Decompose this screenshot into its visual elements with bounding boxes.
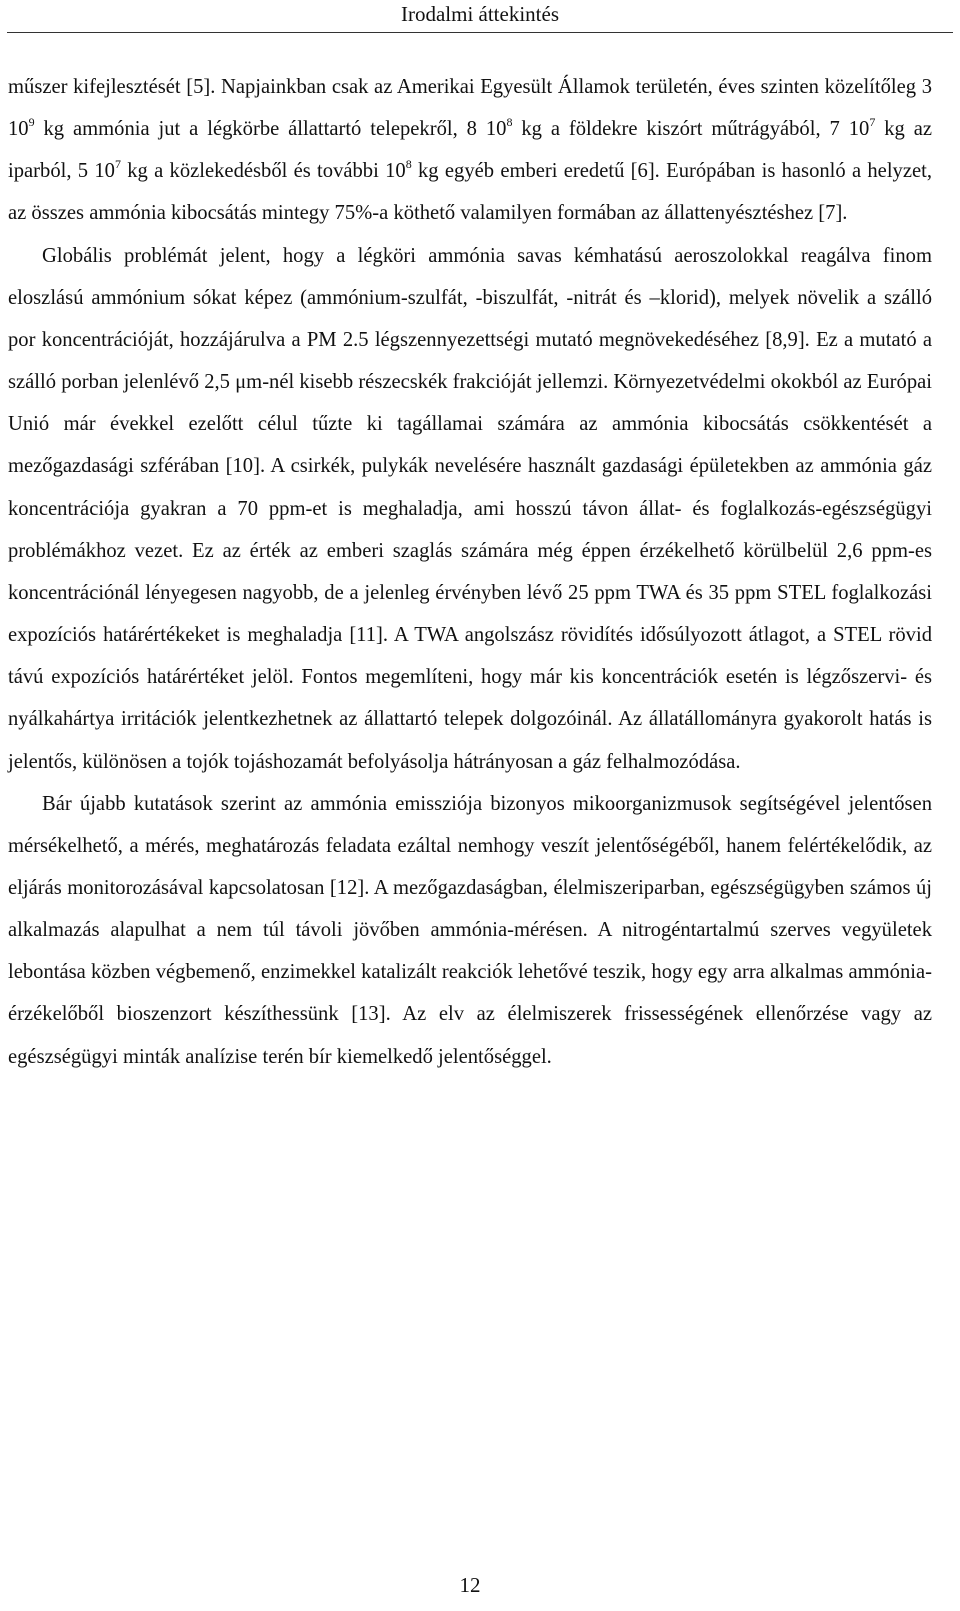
text-run: 10 (839, 118, 870, 141)
exponent: 9 (28, 115, 35, 130)
page-number (0, 1572, 940, 1598)
exponent: 7 (869, 115, 876, 130)
text-run: kg a földekre kiszórt műtrágyából, 7 (512, 118, 840, 141)
text-run: műszer kifejlesztését [5]. Napjainkban csak az Amerikai Egyesült Államok területén, éves szinten közelítőleg 3 (8, 76, 932, 98)
text-run: Bár újabb kutatások szerint az ammónia emissziója bizonyos mikoorganizmusok segítségével jelentősen mérsékelhető, a mérés, meghatározás feladata ezáltal nemhogy veszít jelentőségéből, hanem felértékelődik, az eljárás monitorozásával kapcsolatosan [12]. A mezőgazdaságban, élelmiszeriparban, egészségügyben számos új alkalmazás alapulhat a nem túl távoli jövőben ammónia-mérésen. A nitrogéntartalmú szerves vegyületek lebontása közben végbemenő, enzimekkel katalizált reakciók lehetővé teszik, hogy egy arra alkalmas ammónia-érzékelőből bioszenzort készíthessünk [13]. Az elv az élelmiszerek frissességének ellenőrzése vagy az egészségügyi minták analízise terén bír kiemelkedő jelentőséggel. (8, 792, 932, 1068)
paragraph-3 (8, 783, 932, 1078)
text-run: 10 (8, 118, 29, 141)
text-run: kg az iparból, 5 (8, 118, 932, 183)
exponent: 7 (114, 157, 121, 172)
text-run: kg ammónia jut a légkörbe állattartó telepekről, 8 (34, 118, 477, 141)
body-text (8, 66, 932, 1078)
text-run: kg egyéb emberi eredetű [6]. Európában is hasonló a helyzet, az összes ammónia kibocsátás mintegy 75%-a köthető valamilyen formában az állattenyésztéshez [7]. (8, 160, 932, 225)
text-run: 10 (476, 118, 507, 141)
running-header-title: Irodalmi áttekintés (400, 2, 560, 26)
exponent: 8 (405, 157, 412, 172)
text-run: 10 (88, 160, 115, 183)
running-header (0, 0, 960, 33)
exponent: 8 (506, 115, 513, 130)
page-number-value: 12 (459, 1573, 481, 1597)
header-divider (7, 32, 953, 33)
paragraph-2 (8, 235, 932, 783)
paragraph-1 (8, 66, 932, 235)
text-run: kg a közlekedésből és további 10 (120, 160, 406, 183)
text-run: Globális problémát jelent, hogy a légköri ammónia savas kémhatású aeroszolokkal reagálva finom eloszlású ammónium sókat képez (ammónium-szulfát, -biszulfát, -nitrát és –klorid), melyek növelik a szálló por koncentrációját, hozzájárulva a PM 2.5 légszennyezettségi mutató megnövekedéséhez [8,9]. Ez a mutató a szálló porban jelenlévő 2,5 μm-nél kisebb részecskék frakcióját jellemzi. Környezetvédelmi okokból az Európai Unió már évekkel ezelőtt célul tűzte ki tagállamai számára az ammónia kibocsátás csökkentését a mezőgazdasági szférában [10]. A csirkék, pulykák nevelésére használt gazdasági épületekben az ammónia gáz koncentrációja gyakran a 70 ppm-et is meghaladja, ami hosszú távon állat- és foglalkozás-egészségügyi problémákhoz vezet. Ez az érték az emberi szaglás számára még éppen érzékelhető körülbelül 2,6 ppm-es koncentrációnál lényegesen nagyobb, de a jelenleg érvényben lévő 25 ppm TWA és 35 ppm STEL foglalkozási expozíciós határértékeket is meghaladja [11]. A TWA angolszász rövidítés idősúlyozott átlagot, a STEL rövid távú expozíciós határértéket jelöl. Fontos megemlíteni, hogy már kis koncentrációk esetén is légzőszervi- és nyálkahártya irritációk jelentkezhetnek az állattartó telepek dolgozóinál. Az állatállományra gyakorolt hatás is jelentős, különösen a tojók tojáshozamát befolyásolja hátrányosan a gáz felhalmozódása. (8, 244, 932, 773)
